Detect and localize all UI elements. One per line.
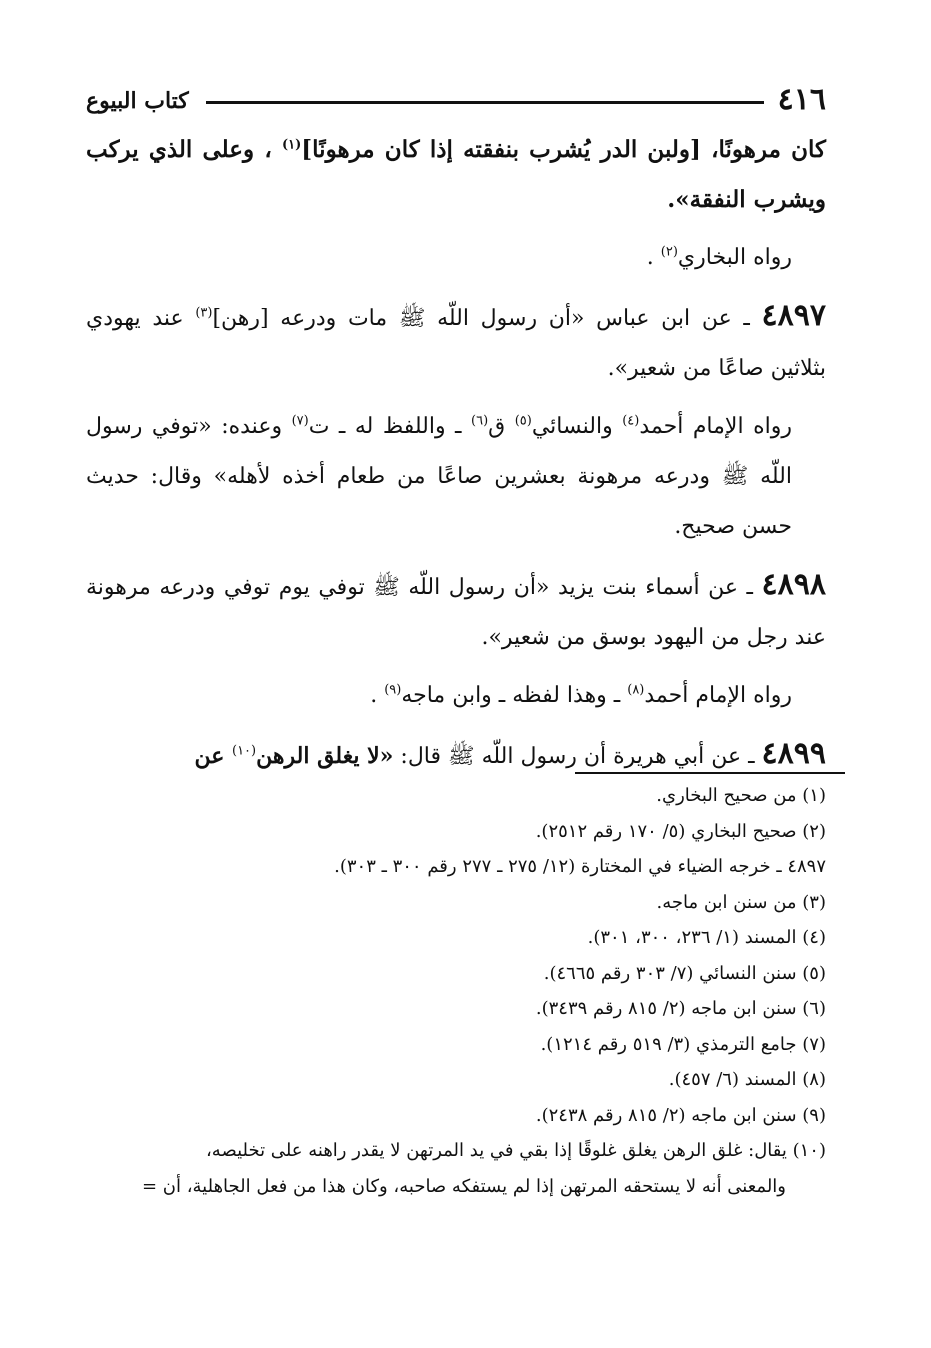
- footnote-ref: (٦): [471, 413, 489, 429]
- main-text: [86, 125, 826, 790]
- hadith-number: ٤٨٩٨: [761, 567, 826, 602]
- source-note: رواه الإمام أحمد$^{(٨)}$ ـ وهذا لفظه ـ وابن ماجه$^{(٩)}$ .: [370, 682, 792, 708]
- footnote-ref: (٧): [291, 413, 309, 429]
- footnote: (٩) سنن ابن ماجه (٢/ ٨١٥ رقم ٢٤٣٨).: [535, 1104, 826, 1126]
- footnote: (٤) المسند (١/ ٢٣٦، ٣٠٠، ٣٠١).: [587, 927, 826, 948]
- hadith-4898: ٤٨٩٨ ـ عن أسماء بنت يزيد «أن رسول اللّه ﷺ توفي يوم توفي ودرعه مرهونة عند رجل من اليهود بوسق من شعير».: [86, 567, 826, 650]
- book-title: كتاب البيوع: [86, 88, 189, 114]
- footnote-ref: (١): [281, 137, 302, 153]
- footnotes: [86, 778, 826, 1204]
- footnote-ref: (٥): [514, 413, 532, 429]
- footnote: ٤٨٩٧ ـ خرجه الضياء في المختارة (١٢/ ٢٧٥ ـ ٢٧٧ رقم ٣٠٠ ـ ٣٠٣).: [334, 856, 826, 877]
- footnote-ref: (١٠): [232, 743, 257, 759]
- footnote: (٧) جامع الترمذي (٣/ ٥١٩ رقم ١٢١٤).: [540, 1033, 826, 1055]
- footnote: (١) من صحيح البخاري.: [656, 785, 826, 806]
- header-rule: [206, 101, 764, 104]
- paragraph-continuation: كان مرهونًا، [ولبن الدر يُشرب بنفقته إذا كان مرهونًا]$^{(١)}$ ، وعلى الذي يركب ويشرب النفقة».: [86, 136, 826, 213]
- footnote-continuation: والمعنى أنه لا يستحقه المرتهن إذا لم يستفكه صاحبه، وكان هذا من فعل الجاهلية، أن =: [141, 1175, 786, 1197]
- page-number: ٤١٦: [777, 82, 826, 117]
- running-header: [86, 82, 826, 122]
- footnote-ref: (٤): [622, 413, 640, 429]
- footnote: (٨) المسند (٦/ ٤٥٧).: [668, 1069, 826, 1090]
- footnote-ref: (٨): [627, 682, 645, 698]
- hadith-number: ٤٨٩٩: [761, 736, 826, 771]
- source-note: رواه البخاري$^{(٢)}$ .: [646, 244, 792, 270]
- hadith-number: ٤٨٩٧: [761, 298, 826, 333]
- source-note: رواه الإمام أحمد$^{(٤)}$ والنسائي$^{(٥)}$ ق$^{(٦)}$ ـ واللفظ له ـ ت$^{(٧)}$ وعنده: «توفي رسول اللّه ﷺ ودرعه مرهونة بعشرين صاعًا من طعام أخذه لأهله» وقال: حديث حسن صحيح.: [86, 413, 792, 539]
- footnote: (٥) سنن النسائي (٧/ ٣٠٣ رقم ٤٦٦٥).: [543, 962, 826, 984]
- footnote-ref: (٢): [660, 244, 678, 260]
- hadith-4899: ٤٨٩٩ ـ عن أبي هريرة أن رسول اللّه ﷺ قال: «لا يغلق الرهن$^{(١٠)}$ عن: [194, 736, 826, 771]
- footnote: (٣) من سنن ابن ماجه.: [656, 891, 826, 913]
- footnote: (١٠) يقال: غلق الرهن يغلق غلوقًا إذا بقي في يد المرتهن لا يقدر راهنه على تخليصه،: [206, 1140, 826, 1161]
- footnote-rule: [575, 772, 845, 774]
- footnote: (٦) سنن ابن ماجه (٢/ ٨١٥ رقم ٣٤٣٩).: [535, 998, 826, 1019]
- footnote-ref: (٣): [195, 305, 213, 321]
- footnote: (٢) صحيح البخاري (٥/ ١٧٠ رقم ٢٥١٢).: [535, 820, 826, 842]
- hadith-4897: ٤٨٩٧ ـ عن ابن عباس «أن رسول اللّه ﷺ مات ودرعه [رهن]$^{(٣)}$ عند يهودي بثلاثين صاعًا من شعير».: [86, 298, 826, 381]
- footnote-ref: (٩): [384, 682, 402, 698]
